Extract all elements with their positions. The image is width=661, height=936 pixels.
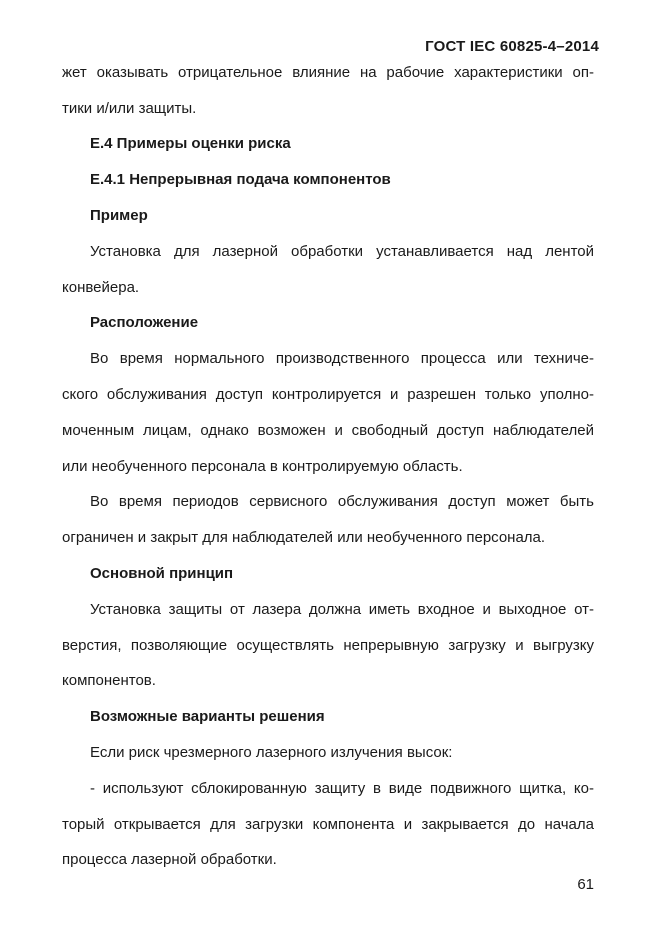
body-line: верстия, позволяющие осуществлять непрерывную загрузку и выгрузку (62, 637, 594, 654)
paragraph-heading: Возможные варианты решения (90, 708, 325, 725)
body-line: ского обслуживания доступ контролируется и разрешен только уполно- (62, 386, 594, 403)
body-line: - используют сблокированную защиту в виде подвижного щитка, ко- (90, 780, 594, 797)
body-line: Во время нормального производственного процесса или техниче- (90, 350, 594, 367)
paragraph-heading: Расположение (90, 314, 199, 331)
body-line: компонентов. (62, 672, 156, 689)
body-line: процесса лазерной обработки. (62, 851, 277, 868)
body-line: жет оказывать отрицательное влияние на рабочие характеристики оп- (62, 64, 594, 81)
paragraph-heading: Пример (90, 207, 148, 224)
body-line: Установка для лазерной обработки устанавливается над лентой (90, 243, 594, 260)
body-line: Во время периодов сервисного обслуживания доступ может быть (90, 493, 594, 510)
paragraph-heading: Основной принцип (90, 565, 234, 582)
section-heading: Е.4 Примеры оценки риска (90, 135, 291, 152)
body-line: моченным лицам, однако возможен и свободный доступ наблюдателей (62, 422, 594, 439)
body-line: тики и/или защиты. (62, 100, 197, 117)
body-line: или необученного персонала в контролируемую область. (62, 458, 463, 475)
standard-header: ГОСТ IEC 60825-4–2014 (425, 38, 599, 55)
body-line: Установка защиты от лазера должна иметь входное и выходное от- (90, 601, 594, 618)
body-line: Если риск чрезмерного лазерного излучения высок: (90, 744, 453, 761)
body-line: ограничен и закрыт для наблюдателей или необученного персонала. (62, 529, 546, 546)
subsection-heading: Е.4.1 Непрерывная подача компонентов (90, 171, 391, 188)
page-number: 61 (577, 876, 594, 893)
body-line: торый открывается для загрузки компонента и закрывается до начала (62, 816, 594, 833)
body-line: конвейера. (62, 279, 140, 296)
